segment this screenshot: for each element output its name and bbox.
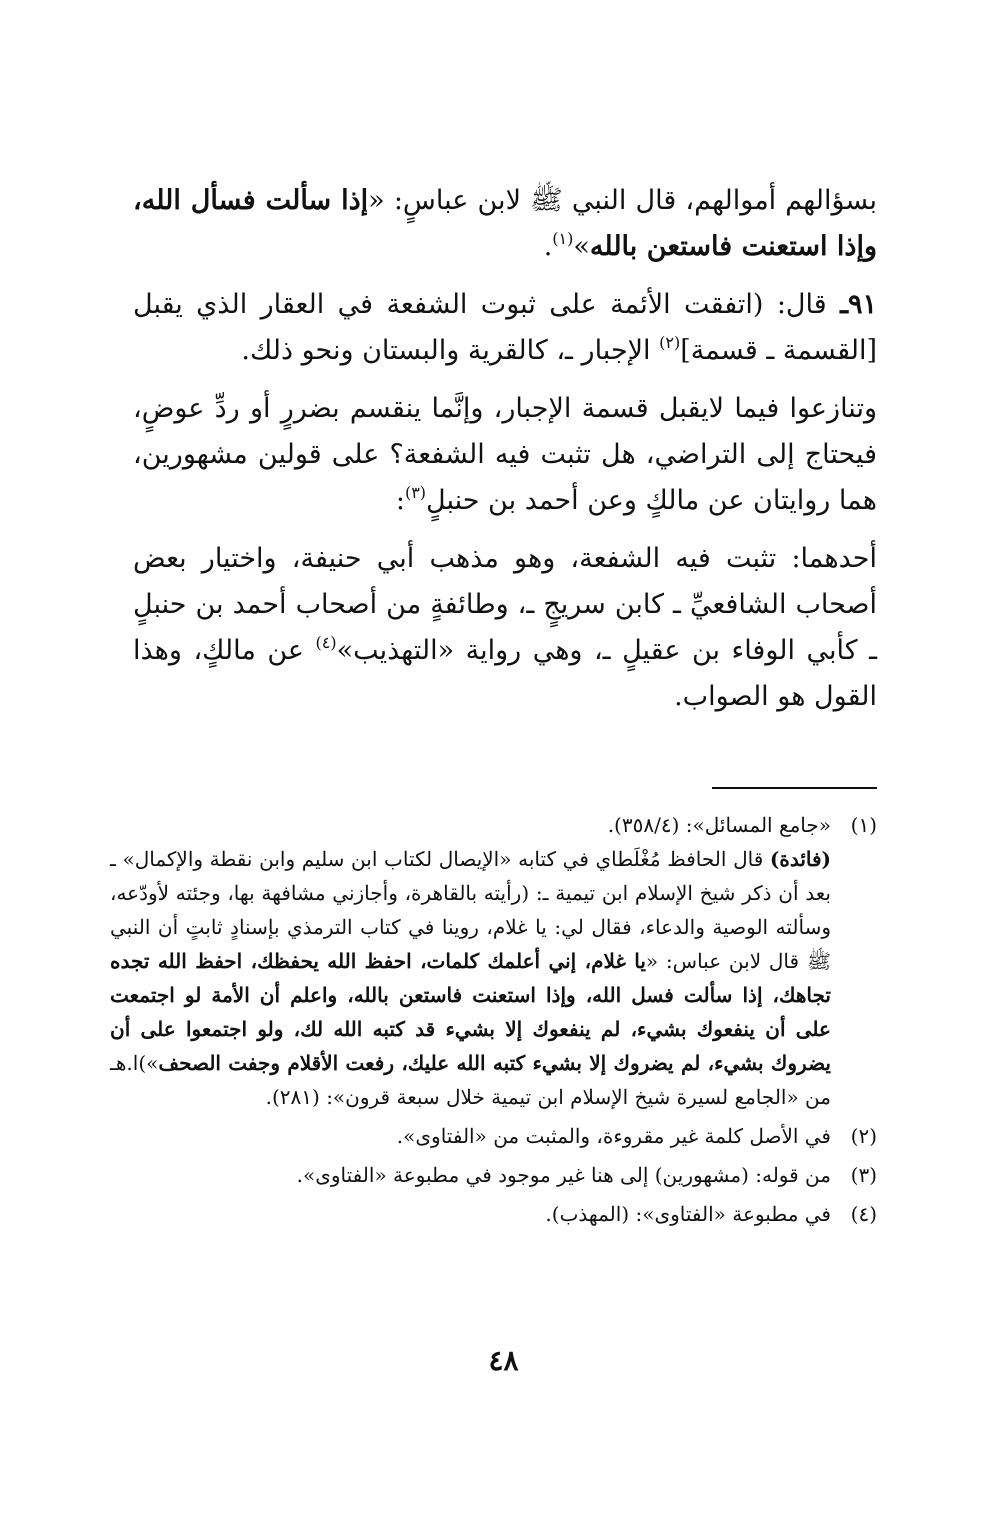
paragraph-2 [133, 282, 877, 374]
paragraph-text: بسؤالهم أموالهم، قال النبي ﷺ لابن عباسٍ: « [368, 185, 877, 216]
paragraph-text: قال: (اتفقت الأئمة على ثبوت الشفعة في العقار الذي يقبل [القسمة ـ قسمة] [133, 289, 877, 366]
paragraph-4 [133, 536, 877, 720]
footnote-number: (٣) [850, 1163, 877, 1187]
footnote-source: «جامع المسائل»: (٣٥٨/٤). [607, 813, 831, 837]
paragraph-text: أحدهما: تثبت فيه الشفعة، وهو مذهب أبي حنيفة، واختيار بعض أصحاب الشافعيِّ ـ كابن سريجٍ ـ، وطائفةٍ من أصحاب أحمد بن حنبلٍ ـ كأبي الوفاء بن عقيلٍ ـ، وهي رواية «التهذيب» [133, 543, 878, 666]
footnote-number: (١) [850, 813, 877, 837]
footnote-text: »)ا.هـ من «الجامع لسيرة شيخ الإسلام ابن تيمية خلال سبعة قرون»: (٢٨١). [110, 1051, 831, 1109]
footnote-ref-4: (٤) [315, 633, 337, 652]
footnote-ref-3: (٣) [404, 483, 427, 502]
paragraph-text: » [573, 231, 590, 262]
hadith-quote-bold: إذا سألت فسأل الله، وإذا استعنت فاستعن بالله [133, 185, 877, 262]
footnote-body: في مطبوعة «الفتاوى»: (المهذب). [545, 1202, 831, 1226]
footnote-text: قال الحافظ مُغْلَطاي في كتابه «الإيصال لكتاب ابن سليم وابن نقطة والإكمال» ـ بعد أن ذكر شيخ الإسلام ابن تيمية ـ: (رأيته بالقاهرة، وأجازني مشافهة بها، وجئته لأودّعه، وسألته الوصية والدعاء، فقال لي: يا غلام، روينا في كتاب الترمذي بإسنادٍ ثابتٍ أن النبي ﷺ قال لابن عباس: « [110, 847, 831, 973]
footnote-number: (٢) [850, 1124, 877, 1148]
footnotes [110, 808, 877, 1231]
page-number: ٤٨ [488, 1344, 519, 1377]
paragraph-text: الإجبار ـ، كالقرية والبستان ونحو ذلك. [241, 335, 660, 366]
footnote-number: (٤) [850, 1202, 877, 1226]
footnote-ref-1: (١) [552, 229, 574, 248]
paragraph-text: . [543, 231, 553, 262]
footnote-body: في الأصل كلمة غير مقروءة، والمثبت من «الفتاوى». [396, 1124, 831, 1148]
footnote-4 [110, 1197, 877, 1231]
main-text [133, 178, 877, 720]
footnote-body [110, 808, 831, 1114]
benefit-label: (فائدة) [769, 847, 831, 871]
footnote-2 [110, 1119, 877, 1153]
paragraph-text: : [395, 485, 405, 516]
footnote-1 [110, 808, 877, 1114]
footnote-benefit [110, 842, 831, 1114]
paragraph-text: عن مالكٍ، وهذا القول هو الصواب. [133, 635, 877, 712]
footnote-3 [110, 1158, 877, 1192]
paragraph-3 [133, 386, 877, 524]
hadith-quote-bold: يا غلام، إني أعلمك كلمات، احفظ الله يحفظك، احفظ الله تجده تجاهك، إذا سألت فسل الله، وإذا استعنت فاستعن بالله، واعلم أن الأمة لو اجتمعت على أن ينفعوك بشيء، لم ينفعوك إلا بشيء قد كتبه الله لك، ولو اجتمعوا على أن يضروك بشيء، لم يضروك إلا بشيء كتبه الله عليك، رفعت الأقلام وجفت الصحف [110, 949, 831, 1075]
footnote-body: من قوله: (مشهورين) إلى هنا غير موجود في مطبوعة «الفتاوى». [296, 1163, 831, 1187]
footnote-ref-2: (٢) [659, 333, 681, 352]
footnote-divider [712, 787, 877, 789]
paragraph-text: وتنازعوا فيما لايقبل قسمة الإجبار، وإنَّما ينقسم بضررٍ أو ردِّ عوضٍ، فيحتاج إلى التراضي، هل تثبت فيه الشفعة؟ على قولين مشهورين، هما روايتان عن مالكٍ وعن أحمد بن حنبلٍ [133, 393, 877, 516]
section-number: ٩١ـ [840, 289, 877, 320]
paragraph-1 [133, 178, 877, 270]
